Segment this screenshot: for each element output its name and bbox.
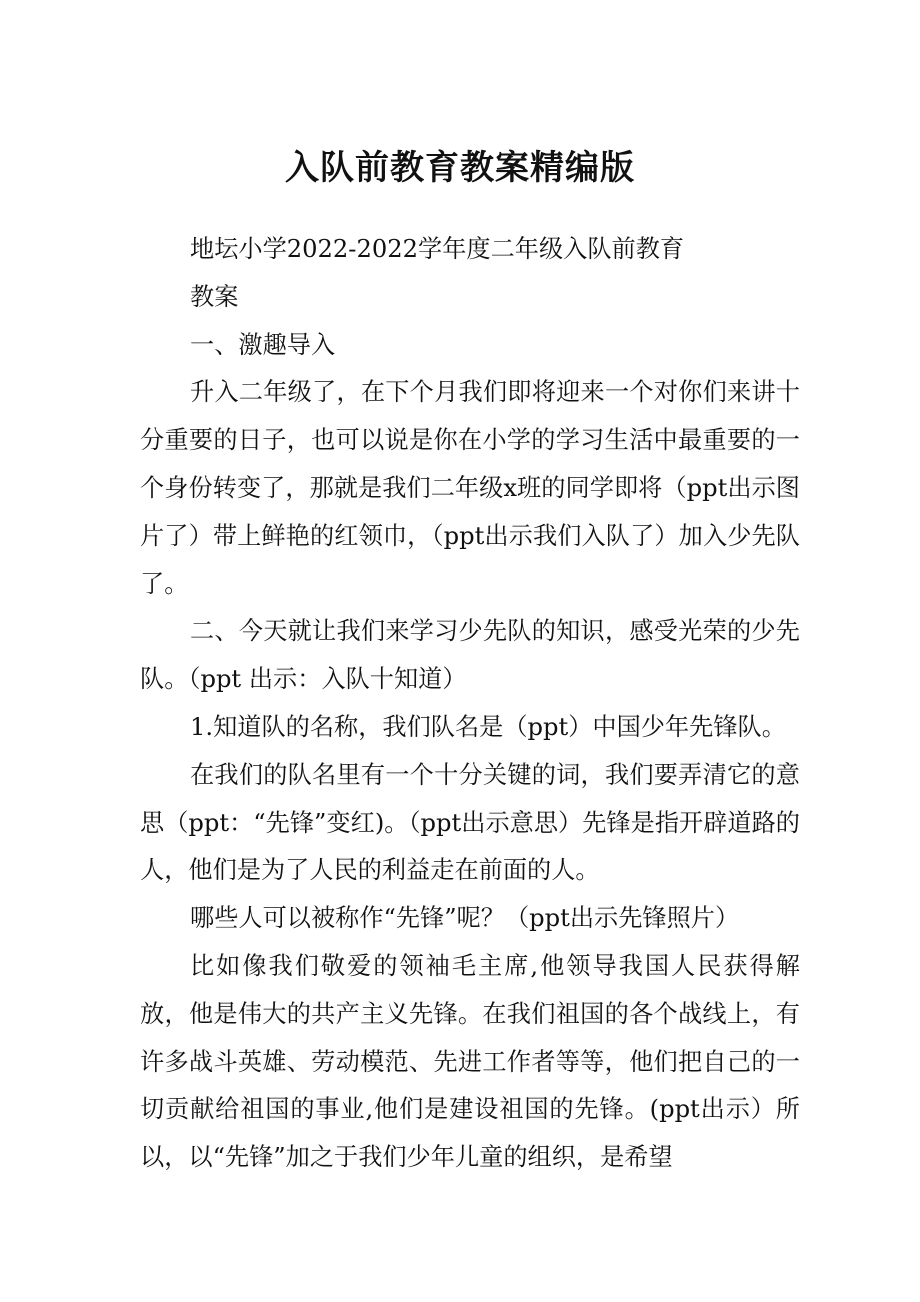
paragraph-examples: 比如像我们敬爱的领袖毛主席,他领导我国人民获得解放，他是伟大的共产主义先锋。在我们祖国的各个战线上，有许多战斗英雄、劳动模范、先进工作者等等，他们把自己的一切贡献给祖国的事业,他们是建设祖国的先锋。(ppt出示）所以，以“先锋”加之于我们少年儿童的组织，是希望: [140, 951, 800, 1172]
paragraph-pioneer-meaning: 在我们的队名里有一个十分关键的词，我们要弄清它的意思（ppt：“先锋”变红)。（ppt出示意思）先锋是指开辟道路的人，他们是为了人民的利益走在前面的人。: [140, 760, 800, 885]
paragraph-team-name: 1.知道队的名称，我们队名是（ppt）中国少年先锋队。: [190, 712, 786, 741]
paragraph-who-pioneers: 哪些人可以被称作“先锋”呢？（ppt出示先锋照片）: [190, 904, 740, 933]
section-heading-learn: 二、今天就让我们来学习少先队的知识，感受光荣的少先队。（ppt 出示：入队十知道）: [140, 617, 800, 694]
paragraph-school-line: 地坛小学2022-2022学年度二年级入队前教育: [190, 235, 685, 263]
document-title: 入队前教育教案精编版: [285, 148, 635, 188]
section-heading-intro: 一、激趣导入: [190, 330, 336, 359]
document-body: [140, 226, 800, 1182]
paragraph-lesson-plan: 教案: [190, 282, 239, 311]
paragraph-intro: 升入二年级了，在下个月我们即将迎来一个对你们来讲十分重要的日子，也可以说是你在小学的学习生活中最重要的一个身份转变了，那就是我们二年级x班的同学即将（ppt出示图片了）带上鲜艳的红领巾，（ppt出示我们入队了）加入少先队了。: [140, 378, 800, 598]
